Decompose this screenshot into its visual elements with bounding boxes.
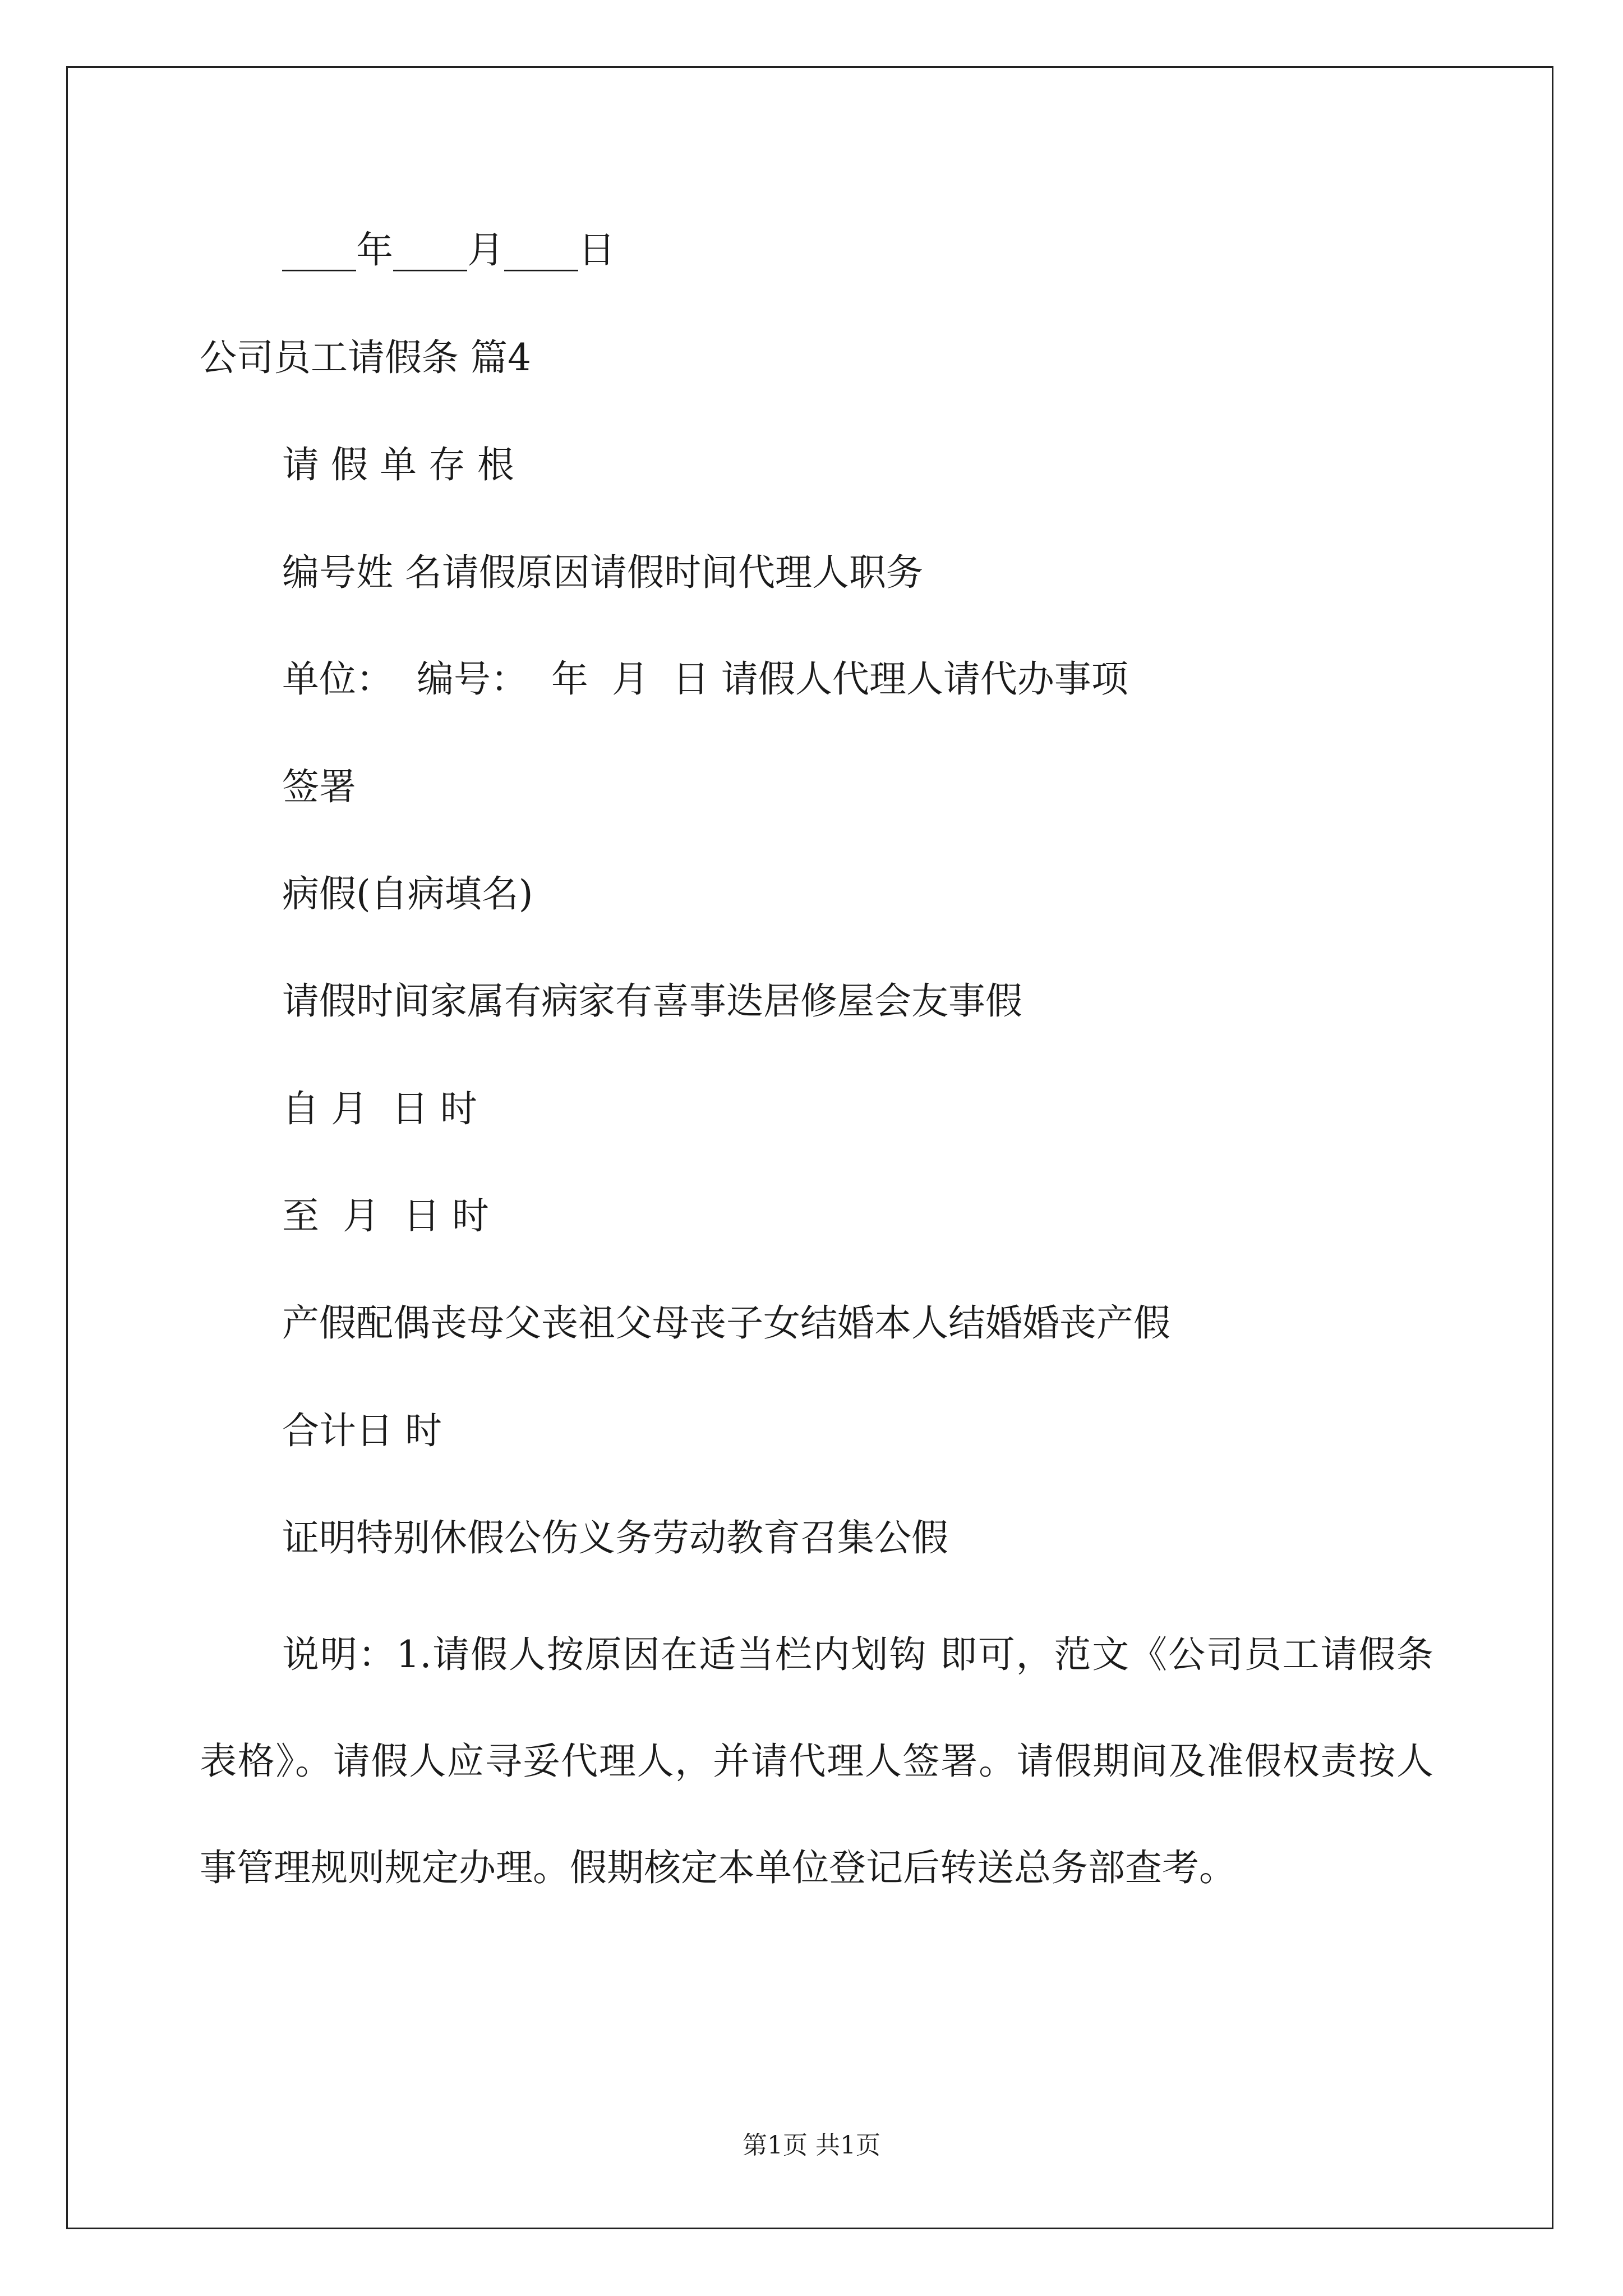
form-title: 请 假 单 存 根 bbox=[282, 443, 514, 486]
form-line-from: 自 月 日 时 bbox=[282, 1087, 477, 1130]
date-line: ____年____月____日 bbox=[282, 228, 615, 272]
form-line-sick-leave: 病假(自病填名) bbox=[282, 872, 533, 915]
form-line-certificate: 证明特别休假公伤义务劳动教育召集公假 bbox=[282, 1516, 948, 1559]
page-footer: 第1页 共1页 bbox=[743, 2131, 880, 2160]
form-line-maternity-leave: 产假配偶丧母父丧祖父母丧子女结婚本人结婚婚丧产假 bbox=[282, 1301, 1170, 1345]
note-paragraph: 说明：1.请假人按原因在适当栏内划钩 即可，范文《公司员工请假条表格》。请假人应寻妥代理人，并请代理人签署。请假期间及准假权责按人事管理规则规定办理。假期核定本单位登记后转送总务部查考。 bbox=[200, 1633, 1433, 1889]
section-heading: 公司员工请假条 篇4 bbox=[200, 336, 531, 379]
form-line-number-name: 编号姓 名请假原因请假时间代理人职务 bbox=[282, 551, 923, 594]
form-line-total: 合计日 时 bbox=[282, 1409, 442, 1452]
form-line-signature: 签署 bbox=[282, 765, 356, 808]
form-line-personal-leave: 请假时间家属有病家有喜事迭居修屋会友事假 bbox=[282, 979, 1022, 1023]
form-line-to: 至 月 日 时 bbox=[282, 1194, 489, 1237]
form-line-unit: 单位： 编号： 年 月 日 请假人代理人请代办事项 bbox=[282, 657, 1128, 701]
